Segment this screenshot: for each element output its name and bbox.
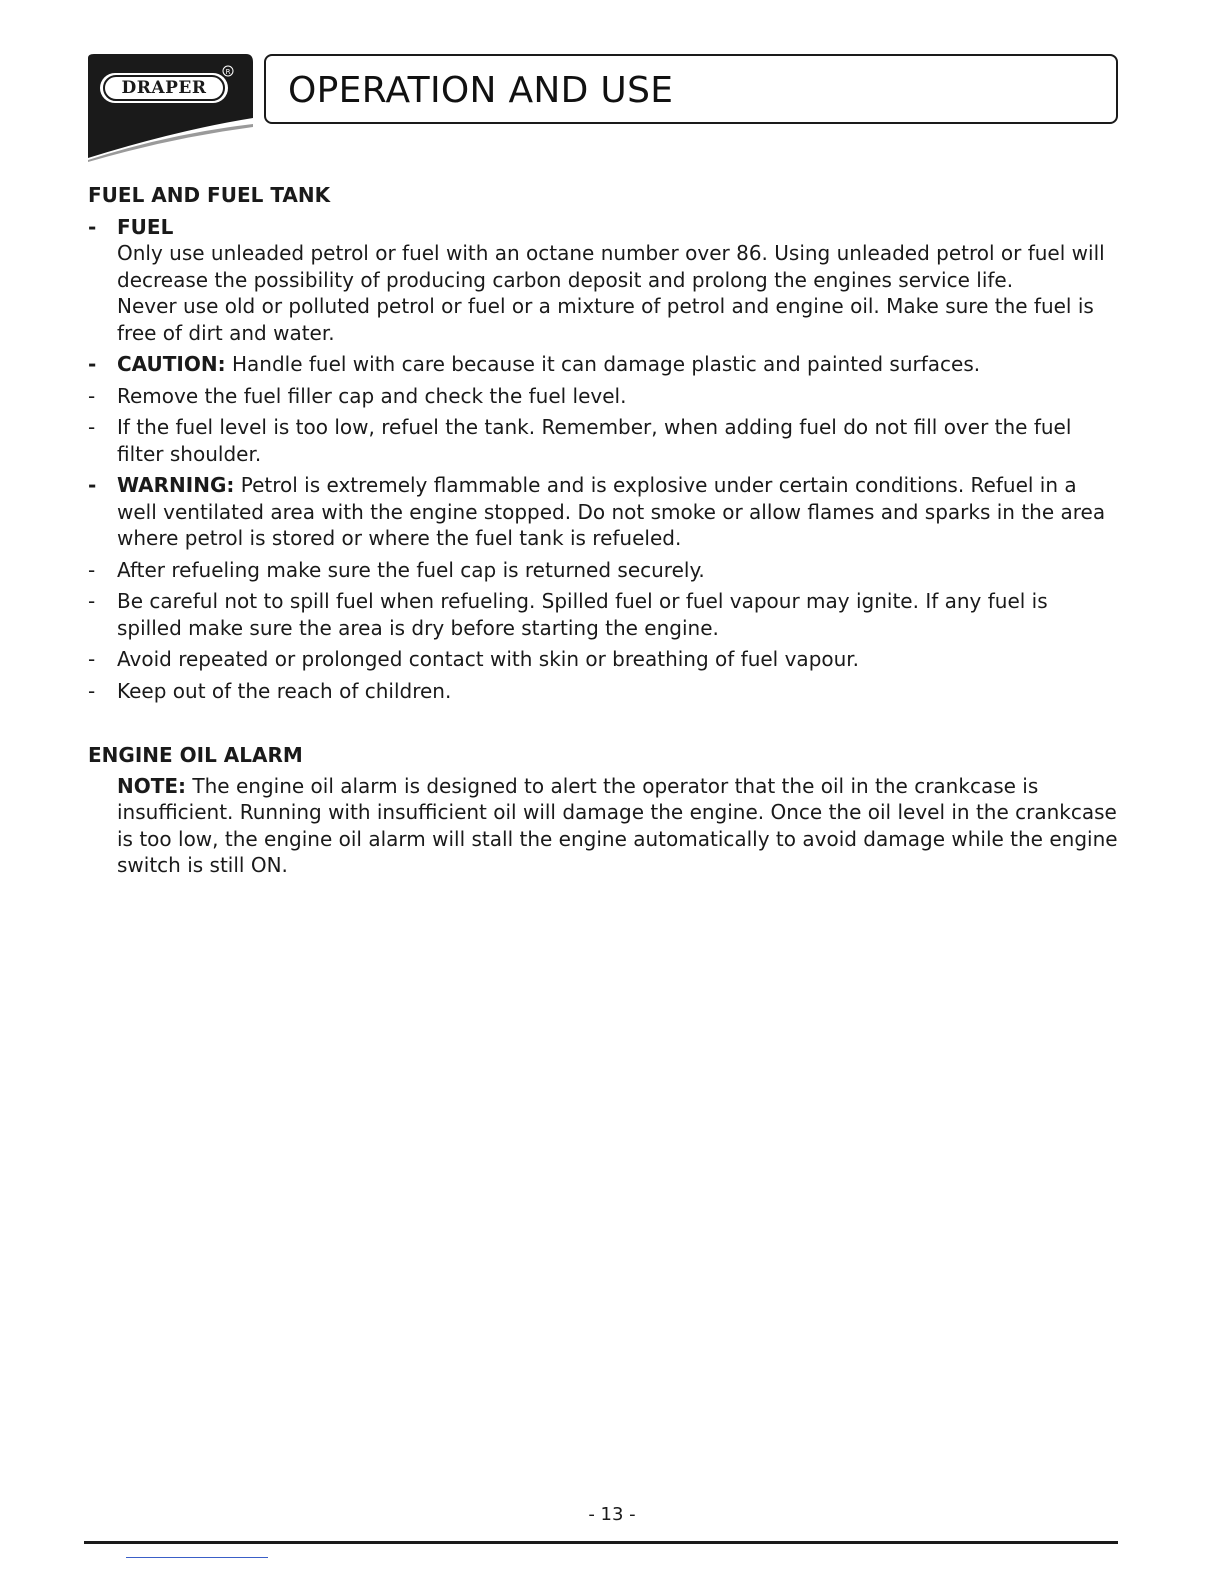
- manual-content: [88, 182, 1118, 879]
- list-item: [88, 557, 1118, 584]
- careful-spill-text: Be careful not to spill fuel when refueling. Spilled fuel or fuel vapour may ignite. If any fuel is spilled make sure the area is dry before starting the engine.: [117, 589, 1048, 640]
- warning-item: [88, 472, 1118, 552]
- page-title-box: [264, 54, 1118, 124]
- footer-divider: [84, 1541, 1118, 1544]
- oil-section-heading: ENGINE OIL ALARM: [88, 743, 303, 767]
- list-dash: -: [88, 383, 96, 408]
- after-refuel-text: After refueling make sure the fuel cap is returned securely.: [117, 557, 705, 582]
- warning-label: WARNING:: [117, 473, 235, 497]
- keep-out-text: Keep out of the reach of children.: [117, 678, 452, 703]
- fuel-paragraph-1: Only use unleaded petrol or fuel with an octane number over 86. Using unleaded petrol or fuel will decrease the possibility of producing carbon deposit and prolong the engines service life.: [117, 241, 1105, 292]
- caution-item: [88, 351, 1118, 378]
- page-number: - 13 -: [588, 1504, 636, 1525]
- list-dash: -: [88, 473, 97, 497]
- caution-label: CAUTION:: [117, 352, 226, 376]
- remove-cap-text: Remove the fuel filler cap and check the fuel level.: [117, 383, 627, 408]
- list-item: [88, 414, 1118, 467]
- list-item: [88, 588, 1118, 641]
- page-title: OPERATION AND USE: [288, 70, 674, 111]
- brand-logo: [88, 54, 253, 162]
- list-dash: -: [88, 678, 96, 703]
- oil-note: [88, 773, 1118, 879]
- list-item: [88, 383, 1118, 410]
- section-spacer: [88, 704, 1118, 742]
- svg-text:R: R: [225, 68, 231, 76]
- fuel-paragraph-2: Never use old or polluted petrol or fuel or a mixture of petrol and engine oil. Make sure the fuel is free of dirt and water.: [117, 294, 1094, 345]
- list-dash: -: [88, 352, 97, 376]
- list-item: [88, 678, 1118, 705]
- list-dash: -: [88, 647, 96, 671]
- list-dash: -: [88, 415, 96, 439]
- logo-banner-graphic: [88, 54, 253, 162]
- warning-text: Petrol is extremely flammable and is explosive under certain conditions. Refuel in a well ventilated area with the engine stopped. Do not smoke or allow flames and sparks in the area where petrol is stored or where the fuel tank is refueled.: [117, 473, 1106, 550]
- caution-text: Handle fuel with care because it can damage plastic and painted surfaces.: [225, 352, 981, 376]
- list-dash: -: [88, 589, 96, 613]
- note-label: NOTE:: [117, 773, 187, 798]
- avoid-contact-text: Avoid repeated or prolonged contact with skin or breathing of fuel vapour.: [117, 647, 860, 671]
- refuel-low-text: If the fuel level is too low, refuel the tank. Remember, when adding fuel do not fill over the fuel filter shoulder.: [117, 415, 1072, 466]
- note-text: The engine oil alarm is designed to alert the operator that the oil in the crankcase is insufficient. Running with insufficient oil will damage the engine. Once the oil level in the crankcase is too low, the engine oil alarm will stall the engine automatically to avoid damage while the engine switch is still ON.: [117, 773, 1118, 877]
- brand-name: DRAPER: [121, 78, 207, 98]
- list-dash: -: [88, 214, 97, 239]
- footer-link-underline: [126, 1557, 268, 1558]
- fuel-item: [88, 214, 1118, 241]
- list-item: [88, 646, 1118, 673]
- fuel-label: FUEL: [117, 214, 174, 239]
- fuel-section-heading: FUEL AND FUEL TANK: [88, 183, 331, 207]
- list-dash: -: [88, 557, 96, 582]
